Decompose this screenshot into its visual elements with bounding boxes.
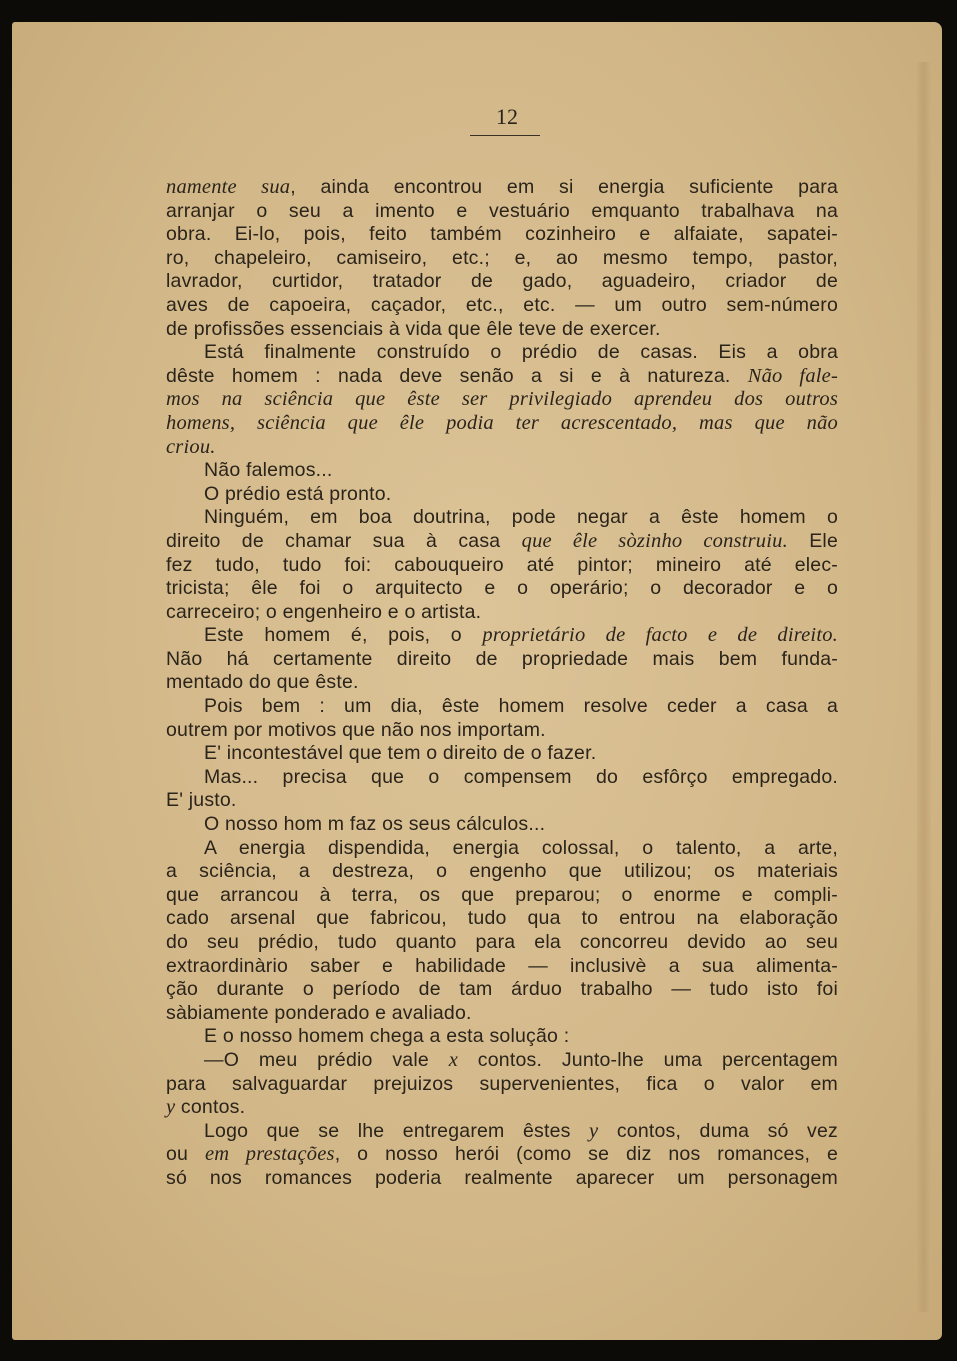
text-line [166,318,838,342]
text-segment: de profissões essenciais à vida que êle teve de exercer. [166,317,661,340]
text-line [166,506,838,530]
text-segment: contos. [175,1096,246,1119]
text-line [166,648,838,672]
text-line [166,1096,838,1120]
page-fold-shadow [917,62,931,1312]
text-segment: ro, chapeleiro, camiseiro, etc.; e, ao mesmo tempo, pastor, [166,246,838,269]
text-line [166,1167,838,1191]
italic-text: homens, sciência que êle podia ter acrescentado, mas que não [166,411,838,434]
text-segment: Este homem é, pois, o [204,624,483,647]
text-segment: E' justo. [166,789,237,812]
text-segment: Logo que se lhe entregarem êstes [204,1119,590,1142]
text-line [166,483,838,507]
text-segment: Mas... precisa que o compensem do esfôrço empregado. [204,765,838,788]
text-line [166,766,838,790]
text-segment: Pois bem : um dia, êste homem resolve ceder a casa a [204,695,838,718]
text-line [166,365,838,389]
text-segment: dêste homem : nada deve senão a si e à natureza. [166,364,748,387]
text-segment: obra. Ei-lo, pois, feito também cozinheiro e alfaiate, sapatei- [166,223,838,246]
text-segment: extraordinàrio saber e habilidade — inclusivè a sua alimenta- [166,954,838,977]
italic-text: em prestações [204,1143,335,1166]
text-segment: Não falemos... [204,459,333,482]
text-line [166,695,838,719]
text-line [166,719,838,743]
italic-text: mos na sciência que êste ser privilegiado aprendeu dos outros [166,388,838,411]
text-line [166,1120,838,1144]
text-segment: Não há certamente direito de propriedade mais bem funda- [166,647,838,670]
text-segment: arranjar o seu a imento e vestuário emquanto trabalhava na [166,199,838,222]
page-number: 12 [496,104,518,129]
text-line [166,955,838,979]
text-line [166,813,838,837]
text-segment: —O meu prédio vale [204,1048,449,1071]
text-line [166,294,838,318]
text-segment: , ainda encontrou em si energia suficiente para [290,176,838,198]
text-segment: ou [166,1143,205,1166]
text-line [166,907,838,931]
text-segment: Ninguém, em boa doutrina, pode negar a êste homem o [204,506,838,529]
text-line [166,837,838,861]
text-segment: outrem por motivos que não nos importam. [166,718,546,741]
text-line [166,1002,838,1026]
page-number-rule [470,135,540,136]
body-text [166,176,838,1191]
text-line [166,1143,838,1167]
text-line [166,412,838,436]
text-line [166,978,838,1002]
text-segment: , o nosso herói (como se diz nos romances, e [334,1143,838,1166]
italic-text: y [166,1096,176,1119]
text-line [166,388,838,412]
text-line [166,247,838,271]
text-segment: para salvaguardar prejuizos supervenientes, fica o valor em [166,1072,838,1095]
text-segment: carreceiro; o engenheiro e o artista. [166,600,482,623]
text-segment: O prédio está pronto. [204,482,392,505]
text-segment: ção durante o período de tam árduo trabalho — tudo isto foi [166,978,838,1001]
text-line [166,200,838,224]
text-segment: que arrancou à terra, os que preparou; o enorme e compli- [166,883,838,906]
text-segment: só nos romances poderia realmente aparecer um personagem [166,1166,838,1189]
text-line [166,931,838,955]
text-segment: do seu prédio, tudo quanto para ela concorreu devido ao seu [166,931,838,953]
text-segment: contos, duma só vez [598,1119,839,1142]
text-segment: E o nosso homem chega a esta solução : [204,1025,570,1048]
text-line [166,577,838,601]
text-line [166,223,838,247]
text-line [166,601,838,625]
text-segment: fez tudo, tudo foi: cabouqueiro até pintor; mineiro até elec- [166,553,838,576]
italic-text: x [448,1048,459,1071]
text-segment: lavrador, curtidor, tratador de gado, aguadeiro, criador de [166,270,838,293]
text-segment: Ele [787,529,838,552]
text-segment: cado arsenal que fabricou, tudo qua to entrou na elaboração [166,907,838,930]
text-segment: contos. Junto-lhe uma percentagem [458,1048,838,1071]
text-line [166,1049,838,1073]
italic-text: namente sua [166,176,291,198]
text-line [166,530,838,554]
text-line [166,624,838,648]
text-segment: A energia dispendida, energia colossal, o talento, a arte, [204,836,838,859]
text-segment: aves de capoeira, caçador, etc., etc. — um outro sem-número [166,293,838,316]
text-segment: E' incontestável que tem o direito de o fazer. [204,742,597,765]
text-line [166,671,838,695]
text-segment: Está finalmente construído o prédio de casas. Eis a obra [204,341,838,364]
text-line [166,1025,838,1049]
text-line [166,459,838,483]
italic-text: Não fale- [747,364,838,387]
text-line [166,270,838,294]
text-segment: tricista; êle foi o arquitecto e o operário; o decorador e o [166,577,838,600]
text-line [166,436,838,460]
text-line [166,789,838,813]
text-segment: sàbiamente ponderado e avaliado. [166,1001,472,1024]
italic-text: y [589,1119,599,1142]
text-line [166,176,838,200]
italic-text: proprietário de facto e de direito. [482,624,838,647]
text-line [166,884,838,908]
text-line [166,554,838,578]
text-segment: O nosso hom m faz os seus cálculos... [204,813,546,836]
text-segment: direito de chamar sua à casa [166,529,522,552]
text-line [166,341,838,365]
text-segment: a sciência, a destreza, o engenho que utilizou; os materiais [166,860,838,883]
italic-text: criou. [166,435,216,458]
text-line [166,742,838,766]
italic-text: que êle sòzinho construiu. [521,529,788,552]
text-segment: mentado do que êste. [166,671,359,694]
text-line [166,860,838,884]
text-line [166,1073,838,1097]
